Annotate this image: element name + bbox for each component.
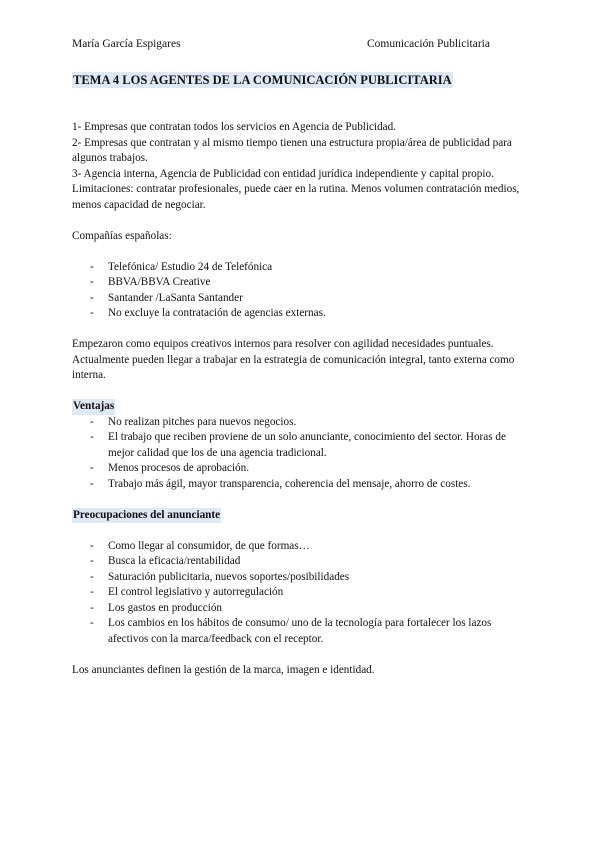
preocupaciones-list: [72, 539, 528, 648]
list-item-text: Trabajo más ágil, mayor transparencia, coherencia del mensaje, ahorro de costes.: [108, 477, 471, 490]
list-item-text: No realizan pitches para nuevos negocios.: [108, 415, 297, 428]
list-item: [72, 554, 528, 570]
preocupaciones-heading-row: [72, 508, 528, 524]
list-item: [72, 275, 528, 291]
ventajas-heading-row: [72, 399, 528, 415]
dash-marker: -: [90, 477, 94, 490]
numbered-item-2: 2- Empresas que contratan y al mismo tiempo tienen una estructura propia/área de publicidad para algunos trabajos.: [72, 136, 512, 164]
list-item-text: Los cambios en los hábitos de consumo/ uno de la tecnología para fortalecer los lazos afectivos con la marca/feedback con el receptor.: [108, 617, 492, 645]
list-item: [72, 461, 528, 477]
numbered-item-1: 1- Empresas que contratan todos los servicios en Agencia de Publicidad.: [72, 121, 397, 133]
list-item-text: El trabajo que reciben proviene de un solo anunciante, conocimiento del sector. Horas de mejor calidad que los de una agencia tradicional.: [108, 431, 506, 459]
list-item: [72, 616, 528, 647]
dash-marker: -: [90, 555, 94, 567]
document-title: TEMA 4 LOS AGENTES DE LA COMUNICACIÓN PUBLICITARIA: [73, 73, 452, 87]
list-item: [72, 601, 528, 617]
list-item-text: Santander /LaSanta Santander: [108, 291, 243, 304]
companies-label: Compañías españolas:: [72, 229, 172, 242]
dash-marker: -: [90, 260, 94, 273]
list-item-text: BBVA/BBVA Creative: [108, 276, 211, 288]
header-author: María García Espigares: [72, 38, 181, 50]
dash-marker: -: [90, 570, 94, 583]
document-body: [72, 120, 528, 678]
dash-marker: -: [90, 601, 94, 614]
ventajas-heading: Ventajas: [72, 399, 115, 415]
dash-marker: -: [90, 539, 94, 552]
preocupaciones-heading: Preocupaciones del anunciante: [72, 508, 221, 524]
dash-marker: -: [90, 291, 94, 304]
list-item: [72, 415, 528, 431]
list-item: [72, 585, 528, 601]
list-item-text: Menos procesos de aprobación.: [108, 462, 250, 474]
list-item: [72, 306, 528, 322]
list-item-text: Busca la eficacia/rentabilidad: [108, 555, 241, 567]
dash-marker: -: [90, 617, 94, 629]
evolution-paragraph: Empezaron como equipos creativos internos para resolver con agilidad necesidades puntuales. Actualmente pueden llegar a trabajar en la estrategia de comunicación integral, tanto externa como interna.: [72, 338, 515, 381]
list-item-text: Telefónica/ Estudio 24 de Telefónica: [108, 260, 273, 273]
ventajas-list: [72, 415, 528, 493]
list-item: [72, 291, 528, 307]
list-item-text: El control legislativo y autorregulación: [108, 586, 284, 598]
dash-marker: -: [90, 276, 94, 288]
list-item: [72, 477, 528, 493]
numbered-item-3: 3- Agencia interna, Agencia de Publicidad con entidad jurídica independiente y capital propio. Limitaciones: contratar profesionales, puede caer en la rutina. Menos volumen contratación medios, menos capacidad de negociar.: [72, 167, 520, 211]
dash-marker: -: [90, 415, 94, 428]
list-item-text: Los gastos en producción: [108, 601, 223, 614]
companies-list: [72, 260, 528, 322]
list-item-text: No excluye la contratación de agencias externas.: [108, 307, 326, 319]
dash-marker: -: [90, 431, 94, 443]
list-item: [72, 570, 528, 586]
dash-marker: -: [90, 586, 94, 598]
list-item: [72, 539, 528, 555]
closing-paragraph: Los anunciantes definen la gestión de la marca, imagen e identidad.: [72, 663, 375, 676]
list-item: [72, 430, 528, 461]
dash-marker: -: [90, 307, 94, 319]
list-item-text: Como llegar al consumidor, de que formas…: [108, 539, 310, 552]
list-item: [72, 260, 528, 276]
dash-marker: -: [90, 462, 94, 474]
list-item-text: Saturación publicitaria, nuevos soportes/posibilidades: [108, 570, 350, 583]
header-subject: Comunicación Publicitaria: [367, 38, 490, 50]
